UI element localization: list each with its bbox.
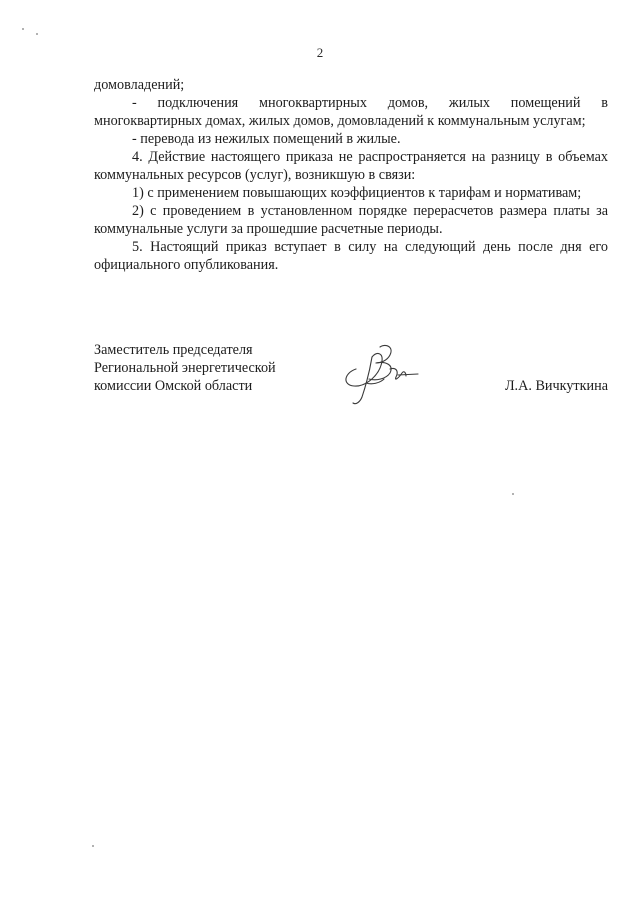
paragraph-continuation: домовладений; (94, 77, 185, 93)
paragraph-clause-5: 5. Настоящий приказ вступает в силу на следующий день после дня его официального опубликования. (94, 239, 608, 273)
scan-speck (22, 28, 24, 30)
signatory-title (94, 341, 276, 395)
signatory-name: Л.А. Вичкуткина (504, 378, 608, 394)
signatory-title-line: комиссии Омской области (94, 378, 253, 394)
scan-speck (36, 33, 38, 35)
signature-block (94, 341, 608, 411)
signatory-title-line: Региональной энергетической (94, 360, 276, 376)
scan-speck (92, 845, 94, 847)
paragraph-connection-item: - подключения многоквартирных домов, жилых помещений в многоквартирных домах, жилых домов, домовладений к коммунальным услугам; (94, 95, 608, 129)
paragraph-clause-4-item-1: 1) с применением повышающих коэффициентов к тарифам и нормативам; (132, 185, 582, 201)
scan-speck (512, 493, 514, 495)
handwritten-signature-icon (336, 339, 426, 409)
paragraph-clause-4: 4. Действие настоящего приказа не распространяется на разницу в объемах коммунальных ресурсов (услуг), возникшую в связи: (94, 149, 608, 183)
document-body (94, 76, 608, 274)
signatory-title-line: Заместитель председателя (94, 342, 253, 358)
paragraph-clause-4-item-2: 2) с проведением в установленном порядке перерасчетов размера платы за коммунальные услуги за прошедшие расчетные периоды. (94, 203, 608, 237)
paragraph-conversion-item: - перевода из нежилых помещений в жилые. (132, 131, 401, 147)
page-number: 2 (316, 45, 324, 60)
